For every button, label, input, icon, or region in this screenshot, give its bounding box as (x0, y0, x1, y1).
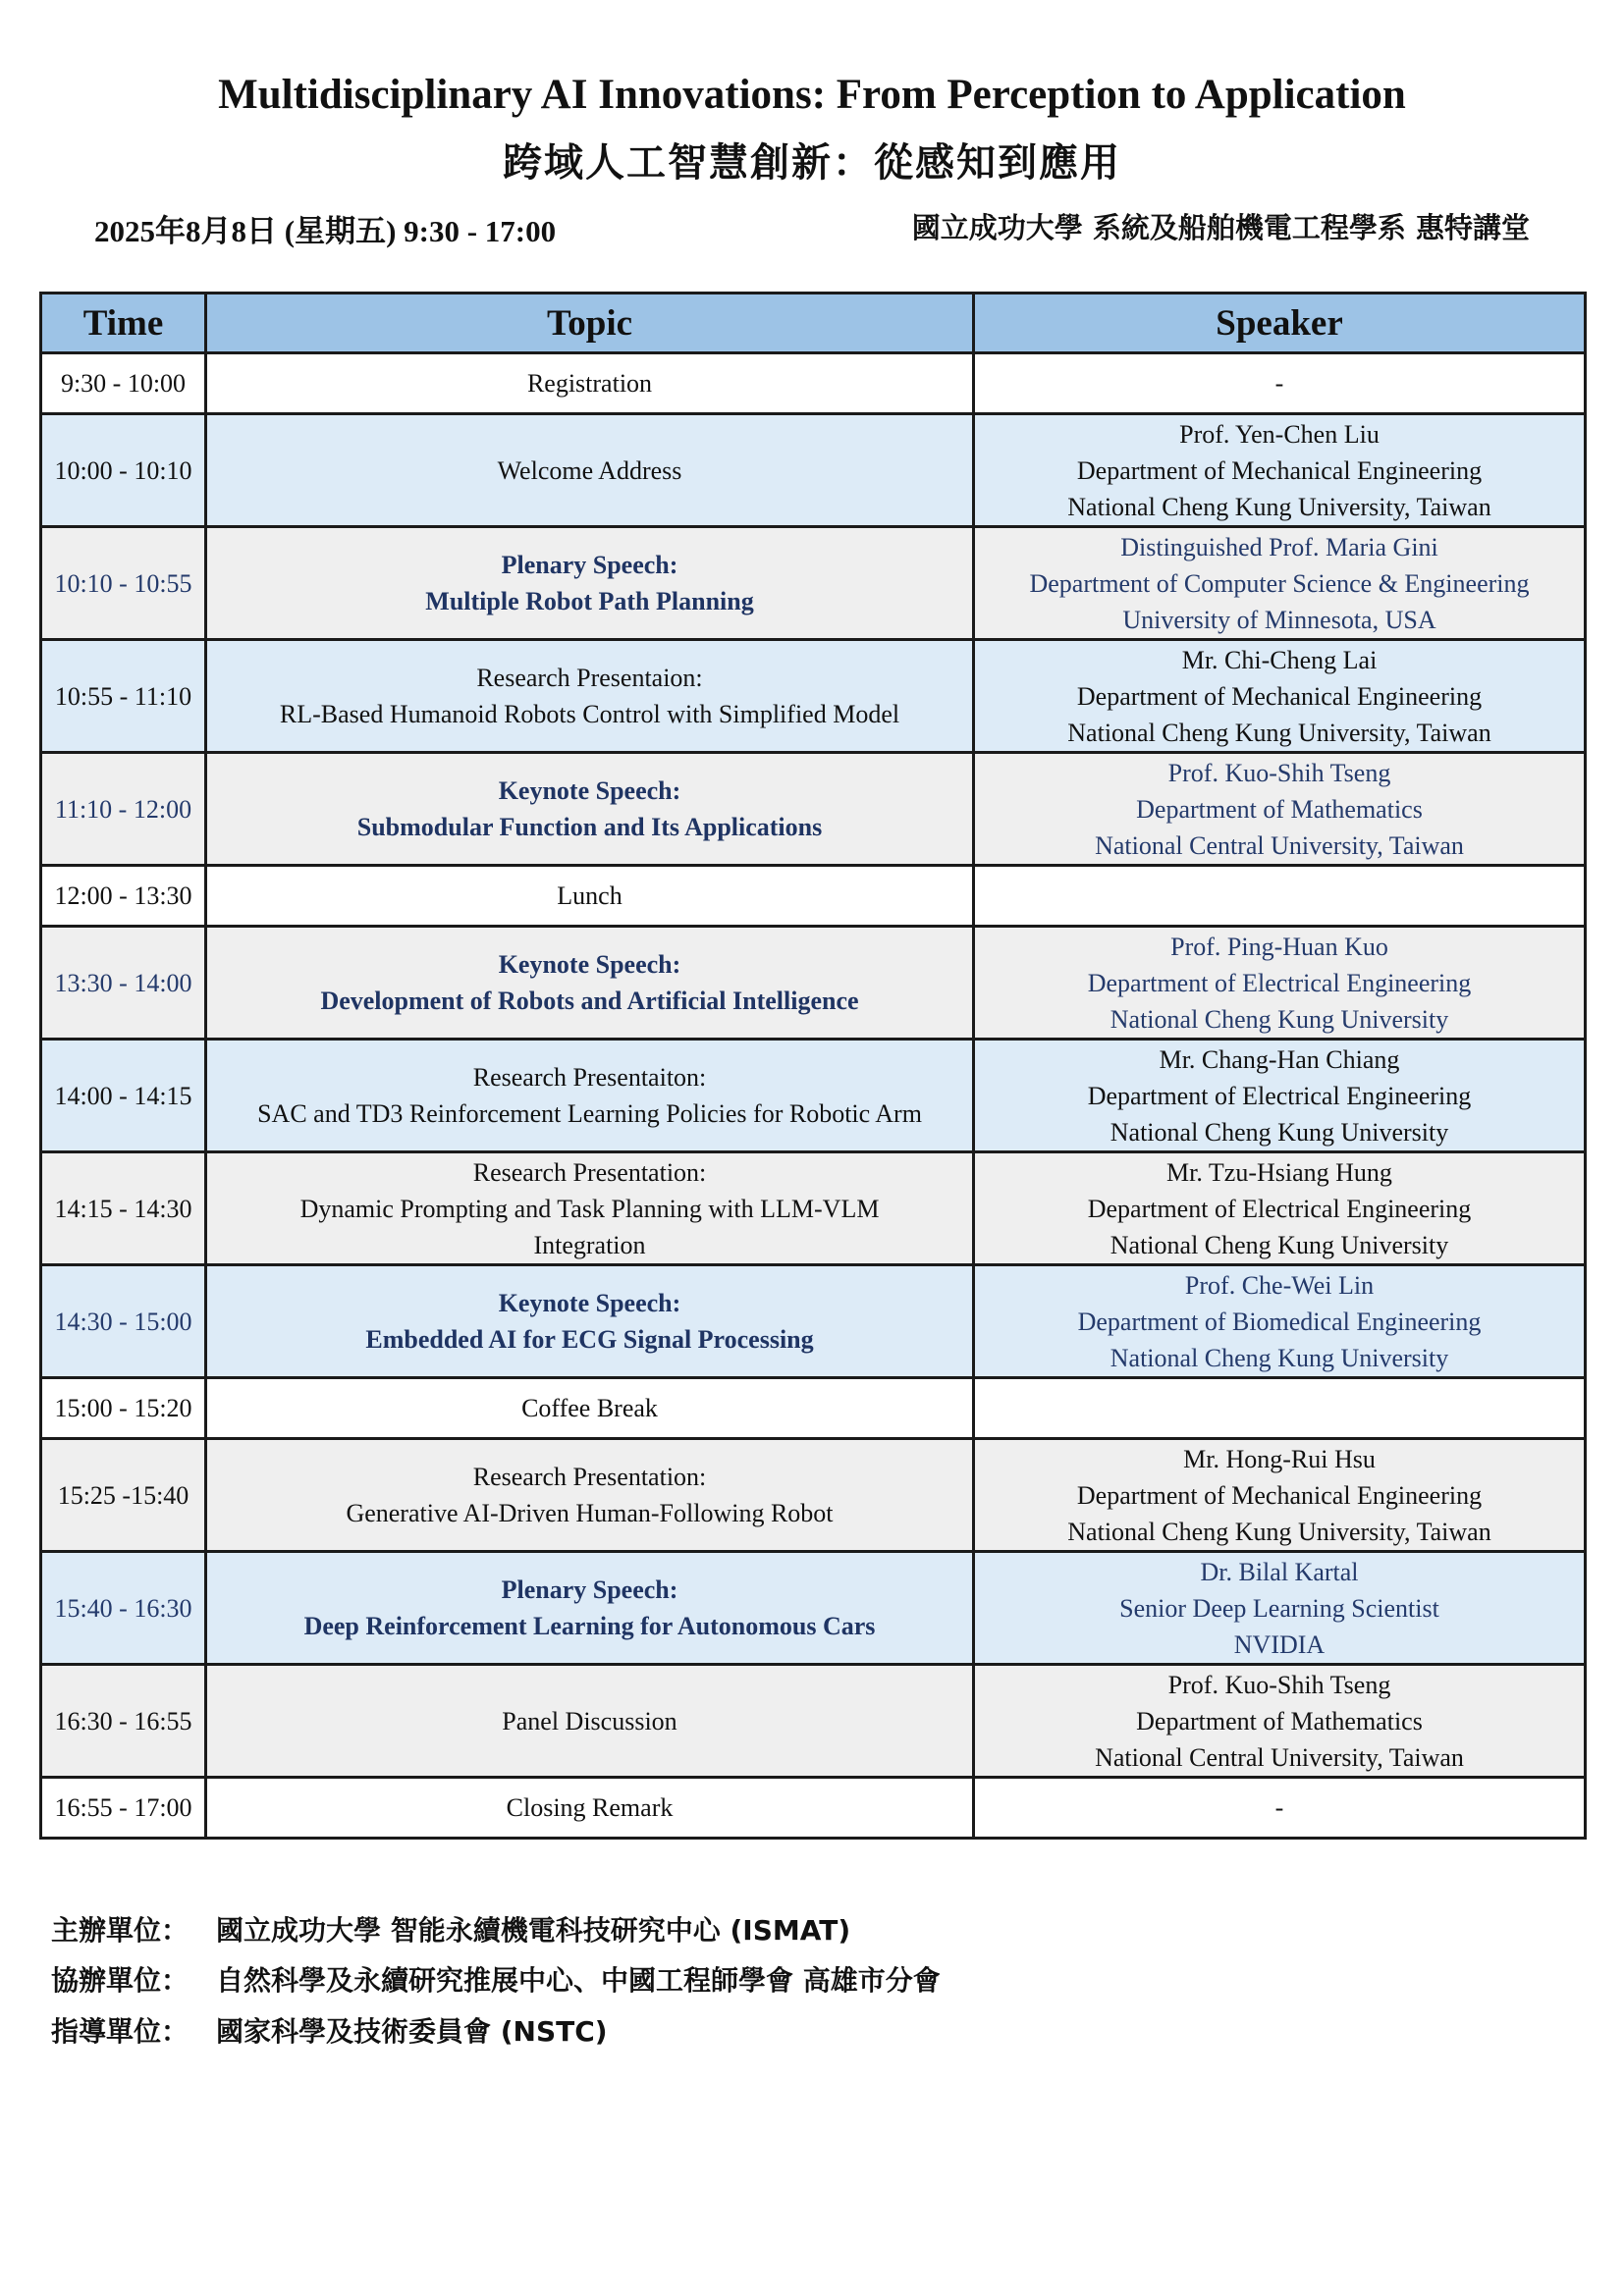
topic-line: Development of Robots and Artificial Intelligence (320, 987, 859, 1015)
speaker-line: National Central University, Taiwan (1095, 1742, 1464, 1772)
time-cell: 15:00 - 15:20 (41, 1378, 206, 1439)
topic-cell (206, 1552, 974, 1665)
speaker-line: Prof. Kuo-Shih Tseng (1167, 1670, 1391, 1699)
table-row (41, 1778, 1586, 1839)
organizer-text: 國立成功大學 智能永續機電科技研究中心 (ISMAT) (216, 1914, 851, 1947)
topic-cell (206, 1665, 974, 1778)
table-row (41, 1152, 1586, 1265)
topic-line: Generative AI-Driven Human-Following Robot (346, 1499, 834, 1527)
topic-cell (206, 640, 974, 753)
time-cell: 15:25 -15:40 (41, 1439, 206, 1552)
topic-line: Dynamic Prompting and Task Planning with LLM-VLM (299, 1194, 880, 1223)
speaker-line: - (1274, 1793, 1284, 1822)
advisor-label: 指導單位： (51, 2015, 189, 2048)
table-row (41, 414, 1586, 527)
time-cell: 9:30 - 10:00 (41, 353, 206, 414)
topic-cell (206, 1152, 974, 1265)
column-header-speaker: Speaker (974, 294, 1586, 353)
speaker-cell (974, 1152, 1586, 1265)
speaker-line: Mr. Chang-Han Chiang (1159, 1044, 1400, 1074)
speaker-line: Prof. Che-Wei Lin (1184, 1270, 1375, 1300)
speaker-line: National Cheng Kung University (1110, 1004, 1449, 1034)
table-row (41, 1040, 1586, 1152)
table-row (41, 1265, 1586, 1378)
speaker-line: Department of Mathematics (1136, 1706, 1423, 1735)
time-cell: 15:40 - 16:30 (41, 1552, 206, 1665)
topic-line: Submodular Function and Its Applications (356, 813, 823, 841)
speaker-line: Prof. Kuo-Shih Tseng (1167, 758, 1391, 787)
speaker-line: NVIDIA (1233, 1629, 1326, 1659)
speaker-line: University of Minnesota, USA (1122, 605, 1436, 634)
time-cell: 10:55 - 11:10 (41, 640, 206, 753)
organizer-label: 主辦單位： (51, 1914, 189, 1947)
topic-cell (206, 353, 974, 414)
organizer-line (51, 1909, 850, 1949)
topic-line: Panel Discussion (502, 1706, 677, 1735)
speaker-line: National Cheng Kung University, Taiwan (1067, 718, 1491, 747)
speaker-line: Prof. Yen-Chen Liu (1179, 419, 1380, 449)
topic-line: Embedded AI for ECG Signal Processing (365, 1325, 814, 1354)
speaker-line: National Cheng Kung University, Taiwan (1067, 492, 1491, 521)
co-organizer-line (51, 1959, 941, 1999)
topic-line: Plenary Speech: (501, 551, 678, 579)
advisor-text: 國家科學及技術委員會 (NSTC) (216, 2015, 608, 2048)
advisor-line (51, 2010, 608, 2050)
speaker-line: National Central University, Taiwan (1095, 830, 1464, 860)
speaker-cell (974, 1552, 1586, 1665)
topic-line: Keynote Speech: (498, 950, 681, 979)
topic-line: Coffee Break (521, 1394, 658, 1422)
time-cell: 11:10 - 12:00 (41, 753, 206, 866)
speaker-line: Mr. Chi-Cheng Lai (1181, 645, 1378, 674)
column-header-time: Time (41, 294, 206, 353)
schedule-body (41, 353, 1586, 1839)
time-cell: 10:00 - 10:10 (41, 414, 206, 527)
topic-line: Research Presentation: (472, 1463, 707, 1491)
topic-cell (206, 1040, 974, 1152)
time-cell: 14:15 - 14:30 (41, 1152, 206, 1265)
speaker-line: National Cheng Kung University (1110, 1343, 1449, 1372)
topic-cell (206, 1378, 974, 1439)
time-cell: 12:00 - 13:30 (41, 866, 206, 927)
table-header-row (41, 294, 1586, 353)
speaker-line: Department of Mechanical Engineering (1076, 455, 1483, 485)
speaker-cell (974, 1378, 1586, 1439)
table-row (41, 353, 1586, 414)
time-cell: 14:00 - 14:15 (41, 1040, 206, 1152)
table-row (41, 753, 1586, 866)
co-organizer-label: 協辦單位： (51, 1964, 189, 1997)
topic-line: Multiple Robot Path Planning (425, 587, 754, 615)
table-row (41, 1378, 1586, 1439)
time-cell: 14:30 - 15:00 (41, 1265, 206, 1378)
topic-line: Welcome Address (497, 455, 682, 485)
speaker-cell (974, 1040, 1586, 1152)
speaker-cell (974, 866, 1586, 927)
speaker-line: Department of Electrical Engineering (1087, 968, 1472, 997)
speaker-line: Department of Mechanical Engineering (1076, 1480, 1483, 1510)
table-row (41, 1665, 1586, 1778)
topic-line: Integration (533, 1230, 646, 1259)
event-date: 2025年8月8日 (星期五) 9:30 - 17:00 (94, 214, 557, 248)
topic-line: Plenary Speech: (501, 1575, 678, 1604)
speaker-line: Mr. Tzu-Hsiang Hung (1166, 1157, 1392, 1187)
topic-cell (206, 753, 974, 866)
topic-cell (206, 527, 974, 640)
time-cell: 16:55 - 17:00 (41, 1778, 206, 1839)
speaker-line: Department of Computer Science & Engineering (1029, 568, 1530, 598)
topic-line: Deep Reinforcement Learning for Autonomous Cars (303, 1612, 876, 1640)
speaker-line: Prof. Ping-Huan Kuo (1170, 932, 1388, 961)
topic-line: Keynote Speech: (498, 776, 681, 805)
speaker-line: Dr. Bilal Kartal (1200, 1557, 1359, 1586)
speaker-cell (974, 527, 1586, 640)
speaker-line: Distinguished Prof. Maria Gini (1120, 532, 1438, 561)
table-row (41, 640, 1586, 753)
speaker-line: National Cheng Kung University (1110, 1230, 1449, 1259)
time-cell: 10:10 - 10:55 (41, 527, 206, 640)
topic-line: Research Presentaiton: (472, 1063, 707, 1092)
speaker-line: National Cheng Kung University (1110, 1117, 1449, 1147)
topic-line: Lunch (557, 881, 623, 910)
table-row (41, 866, 1586, 927)
table-row (41, 1552, 1586, 1665)
speaker-cell (974, 1778, 1586, 1839)
time-cell: 16:30 - 16:55 (41, 1665, 206, 1778)
topic-cell (206, 927, 974, 1040)
table-row (41, 527, 1586, 640)
speaker-cell (974, 927, 1586, 1040)
topic-cell (206, 1265, 974, 1378)
speaker-line: Senior Deep Learning Scientist (1119, 1593, 1439, 1623)
speaker-line: Department of Mechanical Engineering (1076, 681, 1483, 711)
title-english: Multidisciplinary AI Innovations: From Perception to Application (218, 72, 1406, 118)
topic-cell (206, 866, 974, 927)
speaker-line: Department of Electrical Engineering (1087, 1194, 1472, 1223)
table-row (41, 1439, 1586, 1552)
speaker-cell (974, 353, 1586, 414)
event-venue: 國立成功大學 系統及船舶機電工程學系 惠特講堂 (911, 211, 1530, 244)
speaker-cell (974, 1439, 1586, 1552)
topic-line: Closing Remark (506, 1793, 674, 1822)
column-header-topic: Topic (206, 294, 974, 353)
speaker-cell (974, 1265, 1586, 1378)
topic-line: Keynote Speech: (498, 1289, 681, 1317)
time-cell: 13:30 - 14:00 (41, 927, 206, 1040)
speaker-line: National Cheng Kung University, Taiwan (1067, 1517, 1491, 1546)
speaker-line: Mr. Hong-Rui Hsu (1183, 1444, 1376, 1473)
speaker-cell (974, 1665, 1586, 1778)
schedule-table (39, 292, 1587, 1840)
speaker-cell (974, 414, 1586, 527)
speaker-line: Department of Mathematics (1136, 794, 1423, 824)
speaker-cell (974, 640, 1586, 753)
topic-line: Research Presentation: (472, 1157, 707, 1187)
co-organizer-text: 自然科學及永續研究推展中心、中國工程師學會 高雄市分會 (216, 1964, 941, 1997)
topic-cell (206, 414, 974, 527)
topic-cell (206, 1778, 974, 1839)
topic-line: Registration (526, 369, 653, 398)
topic-line: RL-Based Humanoid Robots Control with Simplified Model (279, 700, 900, 728)
speaker-line: - (1274, 369, 1284, 398)
topic-cell (206, 1439, 974, 1552)
topic-line: SAC and TD3 Reinforcement Learning Policies for Robotic Arm (257, 1099, 922, 1128)
topic-line: Research Presentaion: (476, 664, 703, 692)
speaker-cell (974, 753, 1586, 866)
speaker-line: Department of Electrical Engineering (1087, 1081, 1472, 1110)
speaker-line: Department of Biomedical Engineering (1077, 1307, 1482, 1336)
title-chinese: 跨域人工智慧創新：從感知到應用 (503, 140, 1121, 186)
table-row (41, 927, 1586, 1040)
